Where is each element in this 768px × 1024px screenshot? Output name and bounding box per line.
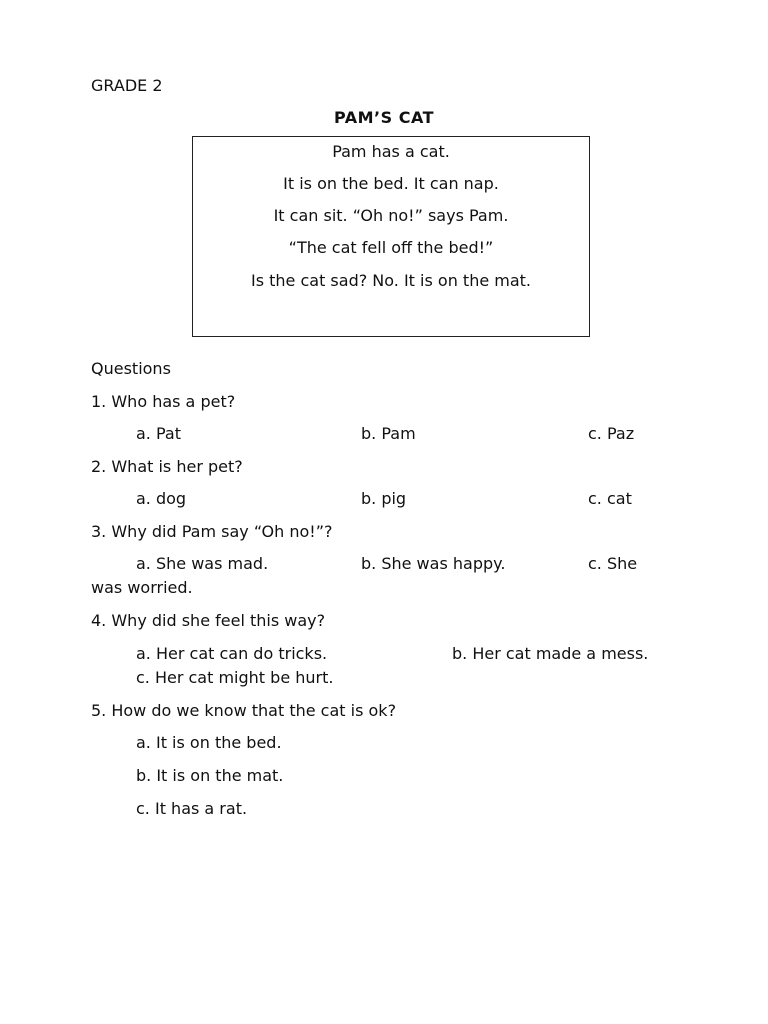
grade-label: GRADE 2: [91, 76, 163, 95]
question-2-prompt: 2. What is her pet?: [91, 457, 243, 476]
question-5-option-c: c. It has a rat.: [136, 799, 248, 818]
page-title: PAM’S CAT: [333, 108, 435, 127]
question-1-option-c: c. Paz: [588, 424, 635, 443]
question-5-option-b: b. It is on the mat.: [136, 766, 284, 785]
question-1-prompt: 1. Who has a pet?: [91, 392, 236, 411]
story-line-3: It can sit. “Oh no!” says Pam.: [273, 206, 509, 225]
question-1-option-a: a. Pat: [136, 424, 181, 443]
question-5-prompt: 5. How do we know that the cat is ok?: [91, 701, 397, 720]
question-3-option-c-continued: was worried.: [91, 578, 193, 597]
story-line-4: “The cat fell off the bed!”: [288, 238, 494, 257]
question-4-option-a: a. Her cat can do tricks.: [136, 644, 328, 663]
question-4-prompt: 4. Why did she feel this way?: [91, 611, 326, 630]
question-5-option-a: a. It is on the bed.: [136, 733, 282, 752]
question-2-option-a: a. dog: [136, 489, 187, 508]
story-box: [192, 136, 590, 337]
question-3-option-c: c. She: [588, 554, 638, 573]
story-line-2: It is on the bed. It can nap.: [283, 174, 499, 193]
question-3-option-a: a. She was mad.: [136, 554, 269, 573]
question-1-option-b: b. Pam: [361, 424, 416, 443]
story-line-5: Is the cat sad? No. It is on the mat.: [250, 271, 532, 290]
question-2-option-b: b. pig: [361, 489, 407, 508]
questions-heading: Questions: [91, 359, 171, 378]
question-3-option-b: b. She was happy.: [361, 554, 506, 573]
story-line-1: Pam has a cat.: [332, 142, 450, 161]
question-4-option-b: b. Her cat made a mess.: [452, 644, 649, 663]
question-4-option-c: c. Her cat might be hurt.: [136, 668, 334, 687]
question-3-prompt: 3. Why did Pam say “Oh no!”?: [91, 522, 333, 541]
question-2-option-c: c. cat: [588, 489, 632, 508]
